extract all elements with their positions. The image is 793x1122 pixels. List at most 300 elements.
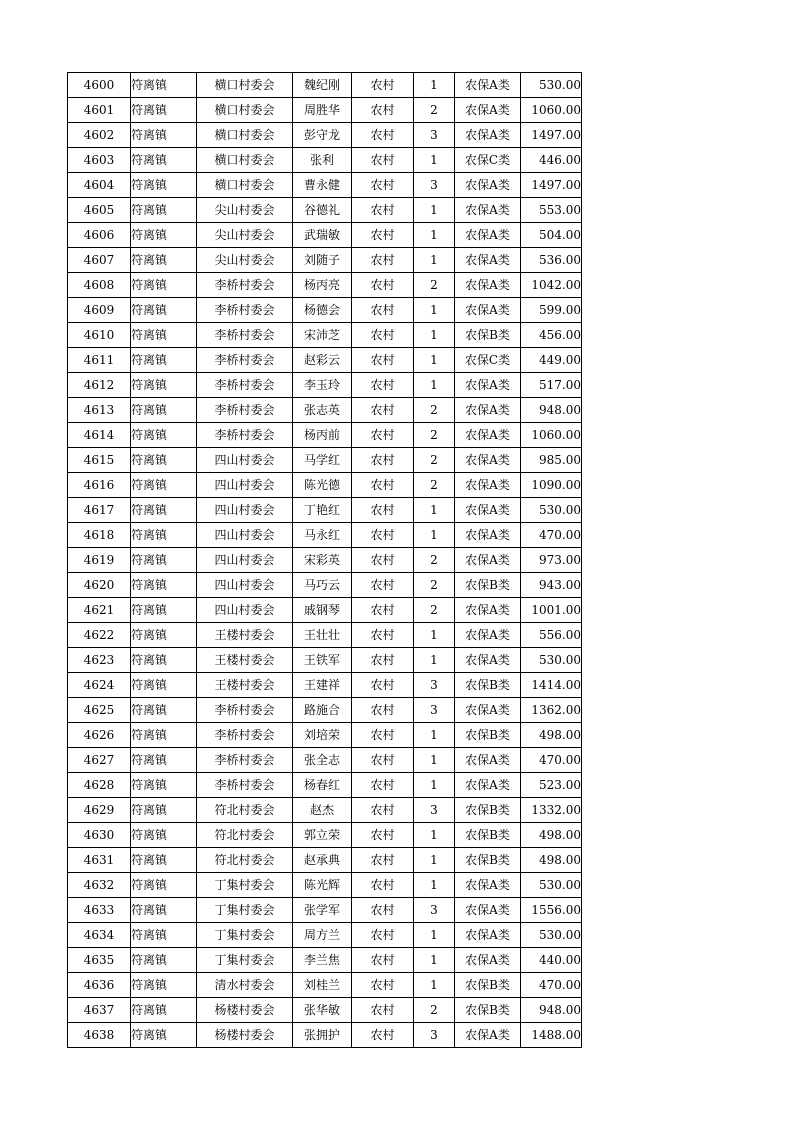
town-cell: 符离镇 <box>131 298 197 323</box>
name-cell: 杨春红 <box>293 773 352 798</box>
row-number: 4612 <box>68 373 131 398</box>
row-number: 4607 <box>68 248 131 273</box>
row-number: 4608 <box>68 273 131 298</box>
type-cell: 农村 <box>352 273 414 298</box>
row-number: 4610 <box>68 323 131 348</box>
name-cell: 武瑞敏 <box>293 223 352 248</box>
type-cell: 农村 <box>352 623 414 648</box>
count-cell: 1 <box>414 648 455 673</box>
type-cell: 农村 <box>352 598 414 623</box>
town-cell: 符离镇 <box>131 998 197 1023</box>
amount-cell: 1362.00 <box>521 698 582 723</box>
row-number: 4609 <box>68 298 131 323</box>
category-cell: 农保A类 <box>455 923 521 948</box>
amount-cell: 498.00 <box>521 848 582 873</box>
village-cell: 横口村委会 <box>197 73 293 98</box>
count-cell: 3 <box>414 123 455 148</box>
category-cell: 农保A类 <box>455 948 521 973</box>
row-number: 4606 <box>68 223 131 248</box>
category-cell: 农保A类 <box>455 223 521 248</box>
town-cell: 符离镇 <box>131 873 197 898</box>
town-cell: 符离镇 <box>131 273 197 298</box>
category-cell: 农保A类 <box>455 173 521 198</box>
type-cell: 农村 <box>352 523 414 548</box>
category-cell: 农保A类 <box>455 1023 521 1048</box>
amount-cell: 1488.00 <box>521 1023 582 1048</box>
village-cell: 横口村委会 <box>197 148 293 173</box>
type-cell: 农村 <box>352 998 414 1023</box>
category-cell: 农保B类 <box>455 723 521 748</box>
row-number: 4611 <box>68 348 131 373</box>
table-row <box>68 248 582 273</box>
village-cell: 符北村委会 <box>197 848 293 873</box>
count-cell: 3 <box>414 173 455 198</box>
amount-cell: 530.00 <box>521 73 582 98</box>
count-cell: 1 <box>414 873 455 898</box>
name-cell: 张华敏 <box>293 998 352 1023</box>
town-cell: 符离镇 <box>131 448 197 473</box>
village-cell: 符北村委会 <box>197 798 293 823</box>
village-cell: 清水村委会 <box>197 973 293 998</box>
count-cell: 1 <box>414 348 455 373</box>
category-cell: 农保B类 <box>455 823 521 848</box>
type-cell: 农村 <box>352 298 414 323</box>
name-cell: 张志英 <box>293 398 352 423</box>
type-cell: 农村 <box>352 498 414 523</box>
town-cell: 符离镇 <box>131 423 197 448</box>
name-cell: 李玉玲 <box>293 373 352 398</box>
table-row <box>68 873 582 898</box>
amount-cell: 1332.00 <box>521 798 582 823</box>
table-row <box>68 923 582 948</box>
town-cell: 符离镇 <box>131 548 197 573</box>
amount-cell: 948.00 <box>521 998 582 1023</box>
amount-cell: 1060.00 <box>521 423 582 448</box>
amount-cell: 498.00 <box>521 823 582 848</box>
type-cell: 农村 <box>352 873 414 898</box>
count-cell: 2 <box>414 423 455 448</box>
category-cell: 农保A类 <box>455 448 521 473</box>
row-number: 4620 <box>68 573 131 598</box>
name-cell: 杨丙前 <box>293 423 352 448</box>
amount-cell: 973.00 <box>521 548 582 573</box>
table-row <box>68 148 582 173</box>
town-cell: 符离镇 <box>131 523 197 548</box>
type-cell: 农村 <box>352 148 414 173</box>
village-cell: 横口村委会 <box>197 98 293 123</box>
type-cell: 农村 <box>352 223 414 248</box>
amount-cell: 985.00 <box>521 448 582 473</box>
name-cell: 彭守龙 <box>293 123 352 148</box>
category-cell: 农保A类 <box>455 198 521 223</box>
amount-cell: 1090.00 <box>521 473 582 498</box>
name-cell: 马巧云 <box>293 573 352 598</box>
village-cell: 杨楼村委会 <box>197 1023 293 1048</box>
amount-cell: 456.00 <box>521 323 582 348</box>
type-cell: 农村 <box>352 348 414 373</box>
name-cell: 张全志 <box>293 748 352 773</box>
type-cell: 农村 <box>352 798 414 823</box>
name-cell: 王壮壮 <box>293 623 352 648</box>
name-cell: 李兰焦 <box>293 948 352 973</box>
type-cell: 农村 <box>352 98 414 123</box>
row-number: 4634 <box>68 923 131 948</box>
category-cell: 农保B类 <box>455 848 521 873</box>
type-cell: 农村 <box>352 723 414 748</box>
type-cell: 农村 <box>352 848 414 873</box>
town-cell: 符离镇 <box>131 748 197 773</box>
count-cell: 3 <box>414 698 455 723</box>
category-cell: 农保A类 <box>455 273 521 298</box>
town-cell: 符离镇 <box>131 323 197 348</box>
amount-cell: 1556.00 <box>521 898 582 923</box>
town-cell: 符离镇 <box>131 398 197 423</box>
count-cell: 2 <box>414 573 455 598</box>
row-number: 4624 <box>68 673 131 698</box>
name-cell: 杨丙亮 <box>293 273 352 298</box>
row-number: 4638 <box>68 1023 131 1048</box>
category-cell: 农保A类 <box>455 98 521 123</box>
town-cell: 符离镇 <box>131 123 197 148</box>
table-row <box>68 673 582 698</box>
amount-cell: 556.00 <box>521 623 582 648</box>
village-cell: 四山村委会 <box>197 448 293 473</box>
table-row <box>68 473 582 498</box>
table-row <box>68 373 582 398</box>
count-cell: 1 <box>414 148 455 173</box>
town-cell: 符离镇 <box>131 173 197 198</box>
category-cell: 农保A类 <box>455 898 521 923</box>
town-cell: 符离镇 <box>131 473 197 498</box>
count-cell: 1 <box>414 198 455 223</box>
town-cell: 符离镇 <box>131 723 197 748</box>
town-cell: 符离镇 <box>131 573 197 598</box>
count-cell: 2 <box>414 273 455 298</box>
type-cell: 农村 <box>352 548 414 573</box>
village-cell: 李桥村委会 <box>197 698 293 723</box>
table-row <box>68 998 582 1023</box>
amount-cell: 948.00 <box>521 398 582 423</box>
table-row <box>68 323 582 348</box>
name-cell: 宋沛芝 <box>293 323 352 348</box>
count-cell: 2 <box>414 448 455 473</box>
name-cell: 张拥护 <box>293 1023 352 1048</box>
name-cell: 陈光辉 <box>293 873 352 898</box>
count-cell: 1 <box>414 973 455 998</box>
row-number: 4616 <box>68 473 131 498</box>
type-cell: 农村 <box>352 323 414 348</box>
category-cell: 农保B类 <box>455 323 521 348</box>
table-row <box>68 223 582 248</box>
count-cell: 1 <box>414 373 455 398</box>
name-cell: 宋彩英 <box>293 548 352 573</box>
row-number: 4622 <box>68 623 131 648</box>
table-row <box>68 748 582 773</box>
row-number: 4629 <box>68 798 131 823</box>
category-cell: 农保A类 <box>455 773 521 798</box>
row-number: 4601 <box>68 98 131 123</box>
name-cell: 张利 <box>293 148 352 173</box>
row-number: 4628 <box>68 773 131 798</box>
amount-cell: 446.00 <box>521 148 582 173</box>
row-number: 4631 <box>68 848 131 873</box>
amount-cell: 498.00 <box>521 723 582 748</box>
village-cell: 丁集村委会 <box>197 948 293 973</box>
name-cell: 路施合 <box>293 698 352 723</box>
name-cell: 马永红 <box>293 523 352 548</box>
type-cell: 农村 <box>352 248 414 273</box>
village-cell: 杨楼村委会 <box>197 998 293 1023</box>
table-row <box>68 598 582 623</box>
type-cell: 农村 <box>352 373 414 398</box>
category-cell: 农保A类 <box>455 398 521 423</box>
category-cell: 农保A类 <box>455 123 521 148</box>
town-cell: 符离镇 <box>131 148 197 173</box>
table-row <box>68 573 582 598</box>
village-cell: 尖山村委会 <box>197 223 293 248</box>
table-row <box>68 273 582 298</box>
amount-cell: 470.00 <box>521 748 582 773</box>
count-cell: 1 <box>414 848 455 873</box>
row-number: 4604 <box>68 173 131 198</box>
amount-cell: 943.00 <box>521 573 582 598</box>
row-number: 4637 <box>68 998 131 1023</box>
row-number: 4602 <box>68 123 131 148</box>
table-row <box>68 948 582 973</box>
type-cell: 农村 <box>352 198 414 223</box>
village-cell: 丁集村委会 <box>197 898 293 923</box>
amount-cell: 470.00 <box>521 973 582 998</box>
category-cell: 农保B类 <box>455 998 521 1023</box>
count-cell: 1 <box>414 823 455 848</box>
count-cell: 1 <box>414 223 455 248</box>
table-row <box>68 698 582 723</box>
count-cell: 1 <box>414 73 455 98</box>
count-cell: 1 <box>414 773 455 798</box>
category-cell: 农保A类 <box>455 698 521 723</box>
row-number: 4626 <box>68 723 131 748</box>
village-cell: 丁集村委会 <box>197 873 293 898</box>
amount-cell: 599.00 <box>521 298 582 323</box>
type-cell: 农村 <box>352 923 414 948</box>
category-cell: 农保A类 <box>455 748 521 773</box>
name-cell: 赵承典 <box>293 848 352 873</box>
row-number: 4636 <box>68 973 131 998</box>
count-cell: 2 <box>414 548 455 573</box>
village-cell: 李桥村委会 <box>197 723 293 748</box>
name-cell: 赵彩云 <box>293 348 352 373</box>
name-cell: 周胜华 <box>293 98 352 123</box>
row-number: 4635 <box>68 948 131 973</box>
type-cell: 农村 <box>352 673 414 698</box>
category-cell: 农保B类 <box>455 673 521 698</box>
count-cell: 3 <box>414 1023 455 1048</box>
name-cell: 刘随子 <box>293 248 352 273</box>
category-cell: 农保A类 <box>455 473 521 498</box>
row-number: 4630 <box>68 823 131 848</box>
amount-cell: 1414.00 <box>521 673 582 698</box>
type-cell: 农村 <box>352 473 414 498</box>
table-row <box>68 723 582 748</box>
amount-cell: 470.00 <box>521 523 582 548</box>
name-cell: 郭立荣 <box>293 823 352 848</box>
amount-cell: 517.00 <box>521 373 582 398</box>
table-row <box>68 623 582 648</box>
name-cell: 陈光德 <box>293 473 352 498</box>
category-cell: 农保A类 <box>455 298 521 323</box>
village-cell: 李桥村委会 <box>197 298 293 323</box>
name-cell: 丁艳红 <box>293 498 352 523</box>
category-cell: 农保A类 <box>455 648 521 673</box>
row-number: 4632 <box>68 873 131 898</box>
type-cell: 农村 <box>352 423 414 448</box>
table-row <box>68 898 582 923</box>
table-row <box>68 348 582 373</box>
town-cell: 符离镇 <box>131 823 197 848</box>
category-cell: 农保A类 <box>455 423 521 448</box>
town-cell: 符离镇 <box>131 198 197 223</box>
row-number: 4627 <box>68 748 131 773</box>
data-table <box>67 72 582 1048</box>
village-cell: 李桥村委会 <box>197 348 293 373</box>
town-cell: 符离镇 <box>131 948 197 973</box>
name-cell: 张学军 <box>293 898 352 923</box>
count-cell: 1 <box>414 298 455 323</box>
table-row <box>68 823 582 848</box>
village-cell: 李桥村委会 <box>197 273 293 298</box>
village-cell: 四山村委会 <box>197 523 293 548</box>
town-cell: 符离镇 <box>131 73 197 98</box>
row-number: 4633 <box>68 898 131 923</box>
town-cell: 符离镇 <box>131 248 197 273</box>
amount-cell: 1497.00 <box>521 173 582 198</box>
type-cell: 农村 <box>352 123 414 148</box>
village-cell: 尖山村委会 <box>197 248 293 273</box>
name-cell: 周方兰 <box>293 923 352 948</box>
table-row <box>68 973 582 998</box>
category-cell: 农保B类 <box>455 798 521 823</box>
table-row <box>68 98 582 123</box>
category-cell: 农保A类 <box>455 548 521 573</box>
town-cell: 符离镇 <box>131 848 197 873</box>
row-number: 4613 <box>68 398 131 423</box>
town-cell: 符离镇 <box>131 648 197 673</box>
type-cell: 农村 <box>352 1023 414 1048</box>
amount-cell: 1497.00 <box>521 123 582 148</box>
amount-cell: 553.00 <box>521 198 582 223</box>
town-cell: 符离镇 <box>131 598 197 623</box>
table-row <box>68 798 582 823</box>
count-cell: 2 <box>414 998 455 1023</box>
category-cell: 农保C类 <box>455 348 521 373</box>
category-cell: 农保A类 <box>455 623 521 648</box>
village-cell: 李桥村委会 <box>197 423 293 448</box>
category-cell: 农保B类 <box>455 973 521 998</box>
town-cell: 符离镇 <box>131 773 197 798</box>
category-cell: 农保A类 <box>455 248 521 273</box>
type-cell: 农村 <box>352 948 414 973</box>
town-cell: 符离镇 <box>131 348 197 373</box>
count-cell: 1 <box>414 498 455 523</box>
count-cell: 2 <box>414 598 455 623</box>
type-cell: 农村 <box>352 173 414 198</box>
table-row <box>68 523 582 548</box>
town-cell: 符离镇 <box>131 798 197 823</box>
category-cell: 农保C类 <box>455 148 521 173</box>
village-cell: 符北村委会 <box>197 823 293 848</box>
table-row <box>68 398 582 423</box>
amount-cell: 1001.00 <box>521 598 582 623</box>
amount-cell: 530.00 <box>521 498 582 523</box>
village-cell: 四山村委会 <box>197 473 293 498</box>
amount-cell: 536.00 <box>521 248 582 273</box>
amount-cell: 530.00 <box>521 648 582 673</box>
town-cell: 符离镇 <box>131 373 197 398</box>
type-cell: 农村 <box>352 448 414 473</box>
type-cell: 农村 <box>352 648 414 673</box>
count-cell: 2 <box>414 473 455 498</box>
row-number: 4621 <box>68 598 131 623</box>
count-cell: 1 <box>414 323 455 348</box>
category-cell: 农保B类 <box>455 573 521 598</box>
count-cell: 1 <box>414 248 455 273</box>
table-row <box>68 773 582 798</box>
town-cell: 符离镇 <box>131 1023 197 1048</box>
village-cell: 李桥村委会 <box>197 773 293 798</box>
count-cell: 1 <box>414 623 455 648</box>
count-cell: 3 <box>414 673 455 698</box>
amount-cell: 523.00 <box>521 773 582 798</box>
name-cell: 谷德礼 <box>293 198 352 223</box>
amount-cell: 530.00 <box>521 873 582 898</box>
type-cell: 农村 <box>352 773 414 798</box>
table-row <box>68 173 582 198</box>
count-cell: 1 <box>414 748 455 773</box>
count-cell: 1 <box>414 948 455 973</box>
town-cell: 符离镇 <box>131 98 197 123</box>
name-cell: 马学红 <box>293 448 352 473</box>
village-cell: 四山村委会 <box>197 498 293 523</box>
village-cell: 王楼村委会 <box>197 673 293 698</box>
village-cell: 李桥村委会 <box>197 748 293 773</box>
village-cell: 四山村委会 <box>197 573 293 598</box>
category-cell: 农保A类 <box>455 523 521 548</box>
row-number: 4615 <box>68 448 131 473</box>
row-number: 4614 <box>68 423 131 448</box>
row-number: 4605 <box>68 198 131 223</box>
category-cell: 农保A类 <box>455 373 521 398</box>
type-cell: 农村 <box>352 973 414 998</box>
row-number: 4625 <box>68 698 131 723</box>
type-cell: 农村 <box>352 573 414 598</box>
category-cell: 农保A类 <box>455 873 521 898</box>
village-cell: 尖山村委会 <box>197 198 293 223</box>
table-row <box>68 548 582 573</box>
count-cell: 1 <box>414 923 455 948</box>
amount-cell: 504.00 <box>521 223 582 248</box>
count-cell: 1 <box>414 523 455 548</box>
row-number: 4600 <box>68 73 131 98</box>
village-cell: 丁集村委会 <box>197 923 293 948</box>
type-cell: 农村 <box>352 823 414 848</box>
town-cell: 符离镇 <box>131 223 197 248</box>
town-cell: 符离镇 <box>131 923 197 948</box>
count-cell: 2 <box>414 98 455 123</box>
table-row <box>68 448 582 473</box>
town-cell: 符离镇 <box>131 498 197 523</box>
village-cell: 四山村委会 <box>197 598 293 623</box>
table-row <box>68 198 582 223</box>
